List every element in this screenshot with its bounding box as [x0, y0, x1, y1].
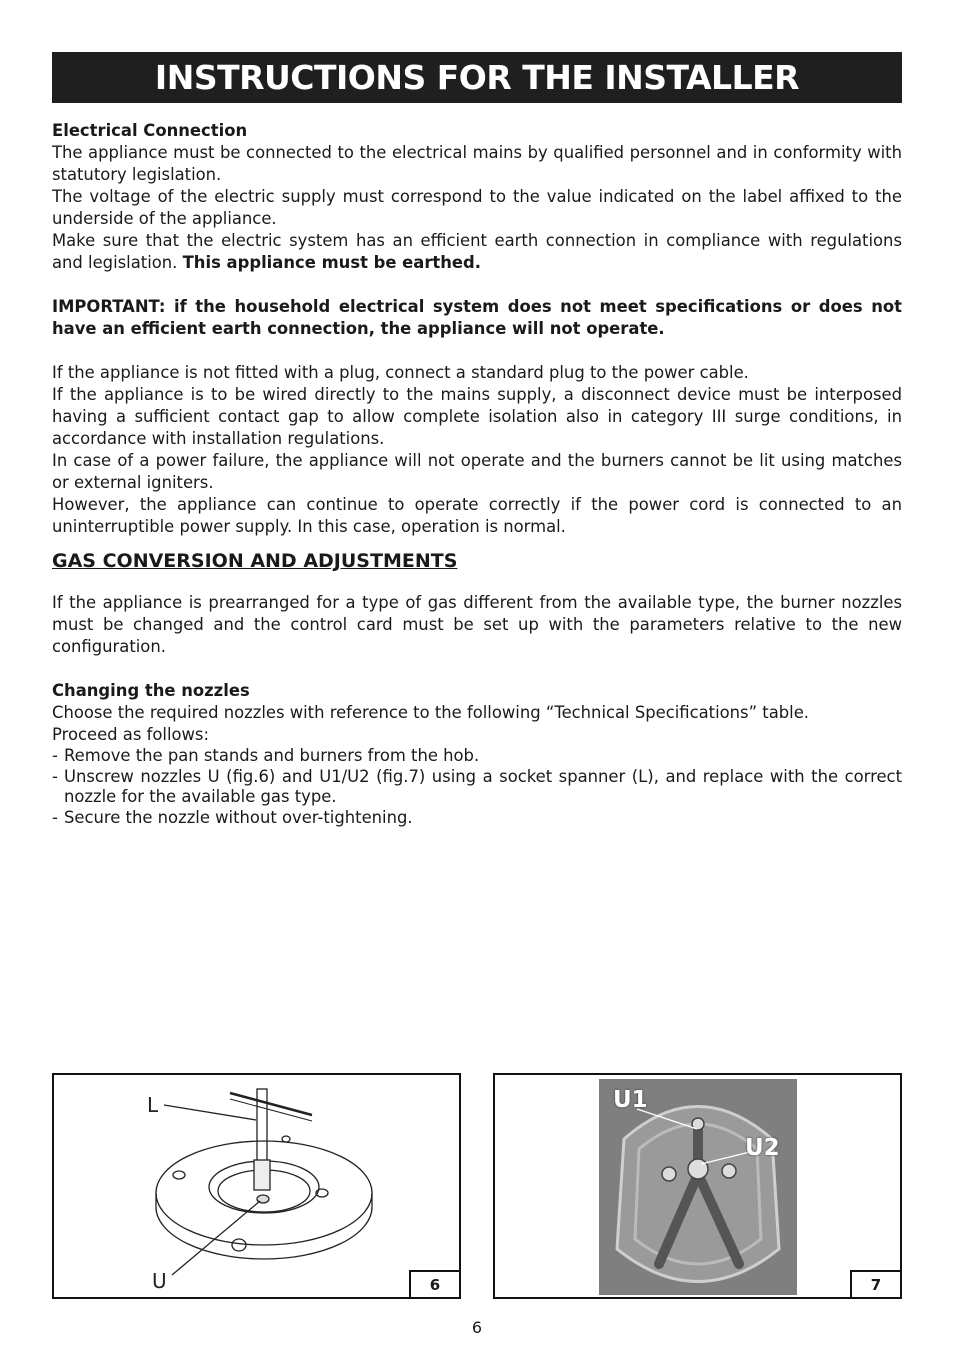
electrical-p6: In case of a power failure, the appliance will not operate and the burners cannot be lit using matches or external igniters. [52, 451, 902, 492]
list-item: - Unscrew nozzles U (fig.6) and U1/U2 (fig.7) using a socket spanner (L), and replace with the correct nozzle for the available gas type. [52, 767, 902, 808]
electrical-p1: The appliance must be connected to the electrical mains by qualified personnel and in conformity with statutory legislation. [52, 143, 902, 184]
label-U: U [152, 1269, 167, 1293]
electrical-p3 [52, 230, 902, 274]
title-banner [52, 52, 902, 103]
list-item: - Secure the nozzle without over-tightening. [52, 808, 902, 829]
electrical-p4: If the appliance is not fitted with a plug, connect a standard plug to the power cable. [52, 363, 749, 382]
figure-number: 6 [409, 1270, 461, 1299]
electrical-heading: Electrical Connection [52, 121, 248, 140]
page-number: 6 [471, 1318, 483, 1337]
figure-7 [493, 1073, 902, 1299]
figure-number: 7 [850, 1270, 902, 1299]
electrical-p5: If the appliance is to be wired directly to the mains supply, a disconnect device must be interposed having a sufficient contact gap to allow complete isolation also in category III surge conditions, in accordance with installation regulations. [52, 385, 902, 448]
electrical-p2: The voltage of the electric supply must correspond to the value indicated on the label affixed to the underside of the appliance. [52, 187, 902, 228]
page-title: INSTRUCTIONS FOR THE INSTALLER [154, 58, 800, 97]
nozzles-p2: Proceed as follows: [52, 725, 209, 744]
figure-6 [52, 1073, 461, 1299]
burner-drawing [54, 1075, 459, 1297]
label-U2: U2 [745, 1135, 780, 1161]
gas-intro: If the appliance is prearranged for a type of gas different from the available type, the burner nozzles must be changed and the control card must be set up with the parameters relative to the new configuration. [52, 593, 902, 656]
main-content [52, 120, 902, 828]
electrical-p7: However, the appliance can continue to operate correctly if the power cord is connected to an uninterruptible power supply. In this case, operation is normal. [52, 495, 902, 536]
nozzles-heading: Changing the nozzles [52, 681, 250, 700]
nozzles-p1: Choose the required nozzles with reference to the following “Technical Specifications” table. [52, 703, 810, 722]
steps-list [52, 746, 902, 828]
label-U1: U1 [613, 1087, 648, 1113]
gas-section-heading: GAS CONVERSION AND ADJUSTMENTS [52, 550, 458, 572]
important-notice: IMPORTANT: if the household electrical system does not meet specifications or does not have an efficient earth connection, the appliance will not operate. [52, 297, 902, 338]
list-item: - Remove the pan stands and burners from the hob. [52, 746, 902, 767]
electrical-p3-text: Make sure that the electric system has an efficient earth connection in compliance with regulations and legislation. [52, 231, 902, 272]
earthed-warning: This appliance must be earthed. [182, 253, 482, 272]
label-L: L [147, 1093, 159, 1117]
